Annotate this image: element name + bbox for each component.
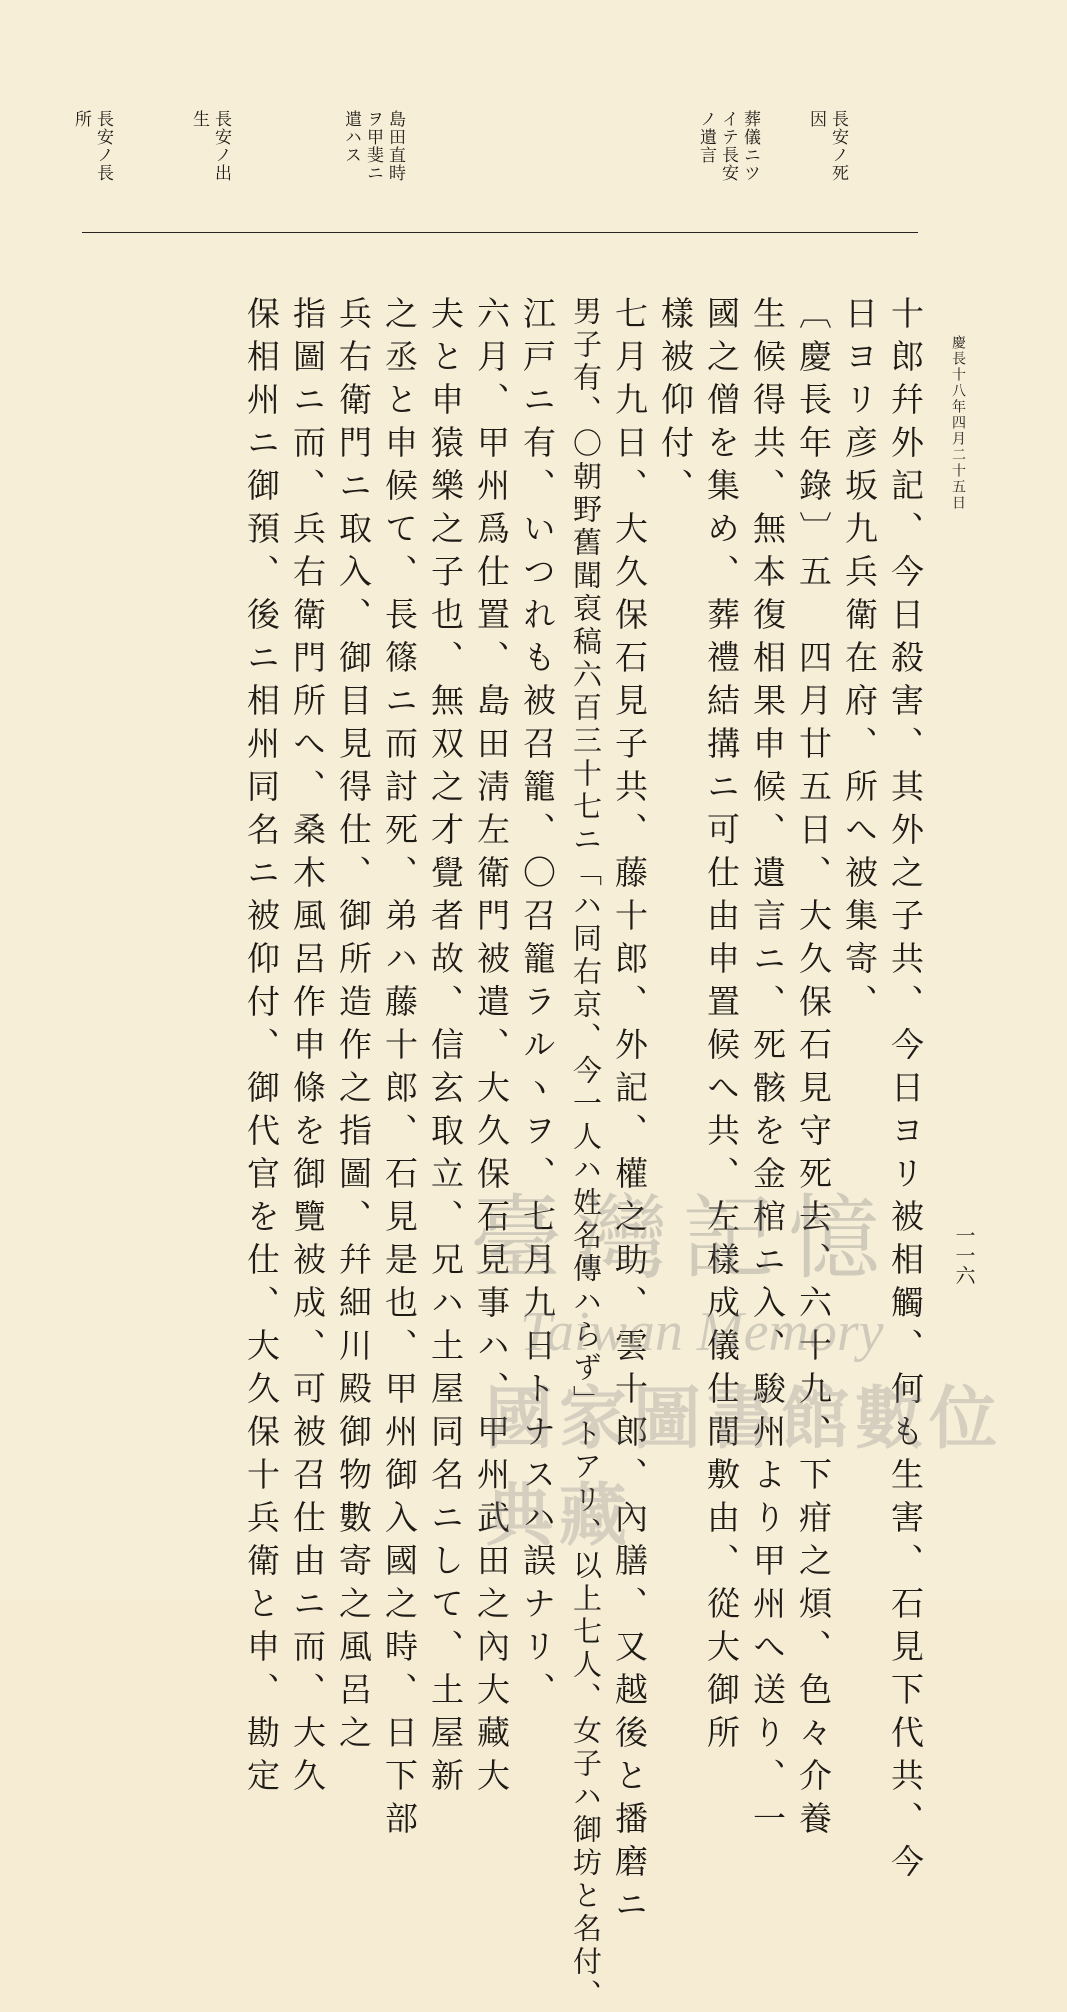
margin-note-line: ヲ甲斐ニ bbox=[363, 110, 383, 182]
watermark-library: 國家圖書館數位典藏 bbox=[485, 1380, 1004, 1556]
margin-note-shimada bbox=[340, 110, 406, 182]
margin-note-line: 長安ノ出 bbox=[211, 110, 231, 182]
text-column: 江戸ニ有、いつれも被召籠、〇召籠ラルヽヲ、七月九日トナスハ誤ナリ、 bbox=[518, 296, 557, 1715]
text-column: 指圖ニ而、兵右衛門所へ、桑木風呂作申條を御覽被成、可被召仕由ニ而、大久 bbox=[288, 296, 327, 1801]
text-column: 〔慶長年錄〕五 四月廿五日、大久保石見守死去、六十九、下疳之煩、色々介養 bbox=[794, 296, 833, 1844]
margin-note-line: 生 bbox=[189, 110, 209, 128]
margin-note-line: 長安ノ長 bbox=[93, 110, 113, 182]
margin-note-line: 遣ハス bbox=[341, 110, 361, 164]
margin-note-cause-of-death bbox=[805, 110, 849, 182]
margin-notes bbox=[70, 110, 910, 220]
margin-note-line: ノ遺言 bbox=[696, 110, 716, 164]
header-divider bbox=[82, 232, 918, 233]
text-column: 生候得共、無本復相果申候、遺言ニ、死骸を金棺ニ入、駿州より甲州へ送り、一 bbox=[748, 296, 787, 1844]
margin-note-line: 葬儀ニツ bbox=[740, 110, 760, 182]
text-column: 保相州ニ御預、後ニ相州同名ニ被仰付、御代官を仕、大久保十兵衛と申、勘定 bbox=[242, 296, 281, 1801]
margin-note-funeral-will bbox=[695, 110, 761, 182]
text-column: 之丞と申候て、長篠ニ而討死、弟ハ藤十郎、石見是也、甲州御入國之時、日下部 bbox=[380, 296, 419, 1844]
watermark-english: Taiwan Memory bbox=[520, 1301, 884, 1363]
text-column: 樣被仰付、 bbox=[656, 296, 695, 511]
margin-note-line: イテ長安 bbox=[718, 110, 738, 182]
text-column: 男子有、〇朝野舊聞裒稿六百三十七ニ「ハ同右京、今一人ハ姓名傳ハらず」トアリ、以上七人、女子ハ御坊と名付、 bbox=[569, 296, 603, 2012]
running-header-date: 慶長十八年四月二十五日 bbox=[950, 335, 966, 511]
margin-note-line: 島田直時 bbox=[385, 110, 405, 182]
margin-note-line: 所 bbox=[71, 110, 91, 128]
text-column: 六月、甲州爲仕置、島田淸左衛門被遣、大久保石見事ハ、甲州武田之內大藏大 bbox=[472, 296, 511, 1801]
watermark-taiwan-memory: 臺灣記憶 bbox=[470, 1185, 895, 1292]
text-column: 日ヨリ彦坂九兵衛在府、所へ被集寄、 bbox=[840, 296, 879, 1027]
text-column: 十郎幷外記、今日殺害、其外之子共、今日ヨリ被相觸、何も生害、石見下代共、今 bbox=[886, 296, 925, 1887]
text-column: 七月九日、大久保石見子共、藤十郎、外記、權之助、雲十郎、內膳、又越後と播磨ニ bbox=[610, 296, 649, 1930]
margin-note-line: 因 bbox=[806, 110, 826, 128]
margin-note-strengths bbox=[70, 110, 114, 182]
margin-note-origin bbox=[188, 110, 232, 182]
text-column: 國之僧を集め、葬禮結搆ニ可仕由申置候へ共、左樣成儀仕間敷由、從大御所 bbox=[702, 296, 741, 1758]
text-column: 夫と申猿樂之子也、無双之才覺者故、信玄取立、兄ハ土屋同名ニして、土屋新 bbox=[426, 296, 465, 1801]
page-number: 一一六 bbox=[952, 1225, 976, 1285]
text-column: 兵右衛門ニ取入、御目見得仕、御所造作之指圖、幷細川殿御物數寄之風呂之 bbox=[334, 296, 373, 1758]
margin-note-line: 長安ノ死 bbox=[828, 110, 848, 182]
